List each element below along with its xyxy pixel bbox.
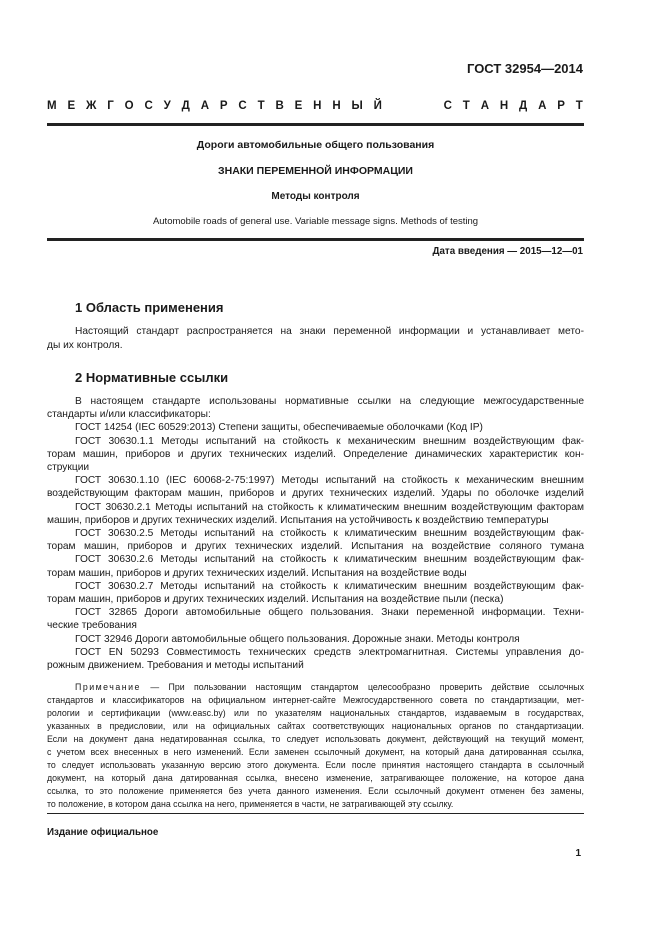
label-letter: А	[538, 100, 547, 112]
paragraph-line: Настоящий стандарт распространяется на знаки переменной информации и устанавливает мето-	[75, 326, 584, 337]
label-letter: Д	[181, 100, 190, 112]
reference-line: воздействующим факторам машин, приборов и других технических изделий. Удары по оболочке изделий	[47, 488, 584, 500]
reference-line: ГОСТ 30630.2.5 Методы испытаний на стойкость к климатическим внешним воздействующим фак-	[75, 528, 584, 540]
reference-line: машин, приборов и других технических изделий. Испытания на устойчивость к воздействию температуры	[47, 514, 549, 526]
label-gap	[393, 100, 433, 112]
document-title-english: Automobile roads of general use. Variable message signs. Methods of testing	[152, 216, 479, 227]
section-1-body	[47, 325, 584, 353]
reference-line: струкции	[47, 462, 90, 474]
reference-line: торам машин, приборов и других технических изделий. Определение динамических характеристик кон-	[47, 448, 584, 460]
label-letter: Т	[257, 100, 265, 112]
label-letter: Ж	[85, 100, 97, 112]
note-line: ссылка, то это положение применяется без учета данного изменения. Если ссылочный документ отменен без замены,	[47, 786, 584, 796]
label-letter: У	[163, 100, 171, 112]
reference-line: ГОСТ EN 50293 Совместимость технических средств электромагнитная. Системы управления до-	[75, 646, 584, 658]
label-letter: Й	[373, 100, 382, 112]
introduction-date: Дата введения — 2015—12—01	[432, 246, 583, 257]
note-line: указанных в предисловии, или на официальных сайтах соответствующих национальных органов по стандартизации.	[47, 721, 584, 731]
reference-line: ческие требования	[47, 620, 137, 632]
label-letter: Е	[67, 100, 76, 112]
label-letter: Р	[557, 100, 565, 112]
reference-line: ГОСТ 30630.1.10 (IEC 60068-2-75:1997) Методы испытаний на стойкость к механическим внешним	[75, 475, 584, 487]
note-line: то следует использовать указанную версию этого документа. Если после принятия настоящего стандарта в ссылочный	[47, 760, 584, 770]
label-letter: С	[144, 100, 153, 112]
label-letter: С	[238, 100, 247, 112]
reference-line: торам машин, приборов и других технических изделий. Испытания на воздействие пыли (песка)	[47, 594, 504, 606]
section-2-heading: 2 Нормативные ссылки	[75, 370, 229, 385]
document-title-line-1: Дороги автомобильные общего пользования	[196, 139, 435, 151]
reference-line: рожным движением. Требования и методы испытаний	[47, 660, 304, 672]
section-2-body	[47, 395, 584, 672]
reference-line: В настоящем стандарте использованы нормативные ссылки на следующие межгосударственные	[75, 396, 584, 407]
paragraph-line: ды их контроля.	[47, 339, 123, 351]
label-letter: О	[124, 100, 134, 112]
header-rule	[47, 123, 584, 126]
note-line: с учетом всех внесенных в него изменений. Если заменен ссылочный документ, на который дана датированная ссылка,	[47, 747, 584, 757]
reference-line: ГОСТ 32865 Дороги автомобильные общего пользования. Знаки переменной информации. Техни-	[75, 607, 584, 619]
note-block	[47, 681, 584, 811]
page-number: 1	[575, 848, 581, 859]
label-letter: М	[47, 100, 57, 112]
reference-line: ГОСТ 30630.2.7 Методы испытаний на стойкость к климатическим внешним воздействующим фак-	[75, 580, 584, 592]
note-line	[47, 681, 584, 694]
reference-line: ГОСТ 30630.1.1 Методы испытаний на стойкость к механическим внешним воздействующим фак-	[75, 435, 584, 447]
reference-line: ГОСТ 30630.2.6 Методы испытаний на стойкость к климатическим внешним воздействующим фак-	[75, 554, 584, 566]
reference-line: торам машин, приборов и других технических изделий. Испытания на воздействие соляного тумана	[47, 541, 584, 553]
label-letter: А	[480, 100, 489, 112]
note-line: Если на документ дана недатированная ссылка, то следует использовать документ, действующий на текущий момент,	[47, 734, 584, 744]
label-letter: Т	[575, 100, 583, 112]
standard-number: ГОСТ 32954—2014	[467, 61, 583, 76]
note-line: то положение, в котором дана ссылка на него, применяется в части, не затрагивающей эту ссылку.	[47, 799, 454, 809]
footer-rule	[47, 813, 584, 814]
reference-line: ГОСТ 30630.2.1 Методы испытаний на стойкость к климатическим внешним воздействующим факторам	[75, 501, 584, 513]
note-label: Примечание	[75, 682, 141, 692]
label-letter: Е	[294, 100, 303, 112]
reference-line: ГОСТ 32946 Дороги автомобильные общего пользования. Дорожные знаки. Методы контроля	[75, 633, 520, 645]
official-edition-label: Издание официальное	[47, 827, 159, 838]
label-letter: В	[275, 100, 284, 112]
note-line: стандартов и классификаторов на официальном интернет-сайте Межгосударственного совета по стандартизации, мет-	[47, 695, 584, 705]
label-letter: Р	[219, 100, 228, 112]
label-letter: Т	[462, 100, 470, 112]
document-title-line-3: Методы контроля	[271, 191, 360, 202]
title-rule	[47, 238, 584, 241]
label-letter: Г	[107, 100, 114, 112]
label-letter: Ы	[351, 100, 363, 112]
section-1-heading: 1 Область применения	[75, 300, 224, 315]
note-text: — При пользовании настоящим стандартом целесообразно проверить действие ссылочных	[140, 682, 584, 692]
interstate-standard-label	[47, 100, 583, 112]
note-line: рологии и сертификации (www.easc.by) или по указателям национальных стандартов, издаваемым в государствах,	[47, 708, 584, 718]
label-letter: Н	[313, 100, 322, 112]
reference-line: стандарты и/или классификаторы:	[47, 409, 211, 421]
label-letter: Н	[332, 100, 341, 112]
label-letter: А	[200, 100, 210, 112]
document-title-line-2: ЗНАКИ ПЕРЕМЕННОЙ ИНФОРМАЦИИ	[218, 165, 413, 177]
label-letter: Н	[499, 100, 509, 112]
reference-line: торам машин, приборов и других технических изделий. Испытания на воздействие воды	[47, 567, 467, 579]
label-letter: Д	[519, 100, 528, 112]
reference-line: ГОСТ 14254 (IEC 60529:2013) Степени защиты, обеспечиваемые оболочками (Код IP)	[75, 422, 483, 434]
label-letter: С	[443, 100, 452, 112]
note-line: документ, на который дана датированная ссылка, внесено изменение, затрагивающее положение, на которое дана	[47, 773, 584, 783]
